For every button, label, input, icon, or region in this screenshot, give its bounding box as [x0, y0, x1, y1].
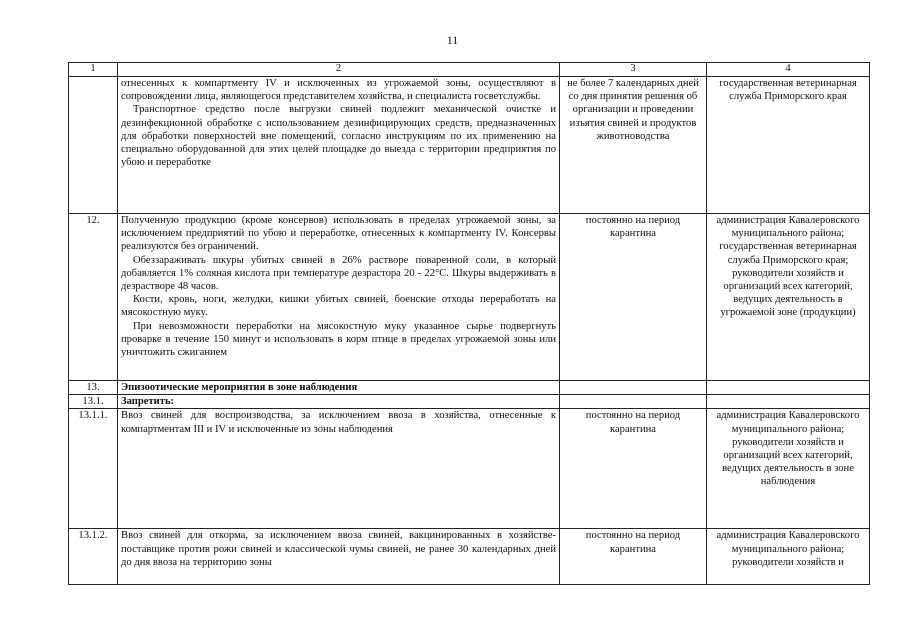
table-row: [69, 381, 870, 395]
row-number: 13.1.: [69, 395, 118, 409]
measure-responsible: администрация Кавалеровского муниципального района; государственная ветеринарная служба Приморского края; руководители хозяйств и организаций всех категорий, ведущих деятельность в угрожаемой зоне (продукции): [707, 214, 870, 381]
section-heading: Запретить:: [118, 395, 560, 409]
row-number: 13.: [69, 381, 118, 395]
measure-term: постоянно на период карантина: [560, 529, 707, 585]
empty-cell: [560, 381, 707, 395]
measures-table: [68, 62, 870, 585]
measure-paragraph: Обеззараживать шкуры убитых свиней в 26% растворе поваренной соли, в который добавляется 1% соляная кислота при температуре дезрастора 20 - 22°С. Шкуры выдерживать в дезрастворе 48 часов.: [121, 254, 556, 293]
column-header: 1: [69, 63, 118, 77]
empty-cell: [707, 381, 870, 395]
measure-paragraph: Полученную продукцию (кроме консервов) использовать в пределах угрожаемой зоны, за исключением предприятий по убою и переработке, отнесенных к компартменту IV. Консервы реализуются без ограничений.: [121, 215, 556, 253]
table-row: [69, 77, 870, 214]
measure-responsible: государственная ветеринарная служба Приморского края: [707, 77, 870, 214]
table-row: [69, 395, 870, 409]
measure-responsible: администрация Кавалеровского муниципального района; руководители хозяйств и организаций всех категорий, ведущих деятельность в зоне наблюдения: [707, 409, 870, 529]
empty-cell: [560, 395, 707, 409]
measure-responsible: администрация Кавалеровского муниципального района; руководители хозяйств и: [707, 529, 870, 585]
row-number: [69, 77, 118, 214]
column-header: 2: [118, 63, 560, 77]
measure-term: постоянно на период карантина: [560, 409, 707, 529]
measure-term: постоянно на период карантина: [560, 214, 707, 381]
page-number: 11: [446, 33, 459, 47]
measure-paragraph: Транспортное средство после выгрузки свиней подлежит механической очистке и дезинфекционной обработке с использованием дезинфицирующих средств, предназначенных для обработки поверхностей вне помещений, согласно инструкциям по их применению на специально оборудованной для этих целей площадке до выезда с территории предприятия по убою и переработке: [121, 104, 556, 169]
row-number: 13.1.2.: [69, 529, 118, 585]
column-header: 3: [560, 63, 707, 77]
table-row: [69, 214, 870, 381]
empty-cell: [707, 395, 870, 409]
row-number: 13.1.1.: [69, 409, 118, 529]
measure-description: [118, 409, 560, 529]
table-row: [69, 529, 870, 585]
measure-paragraph: Ввоз свиней для откорма, за исключением ввоза свиней, вакцинированных в хозяйстве-поставщике против рожи свиней и классической чумы свиней, не ранее 30 календарных дней до дня ввоза на территорию зоны: [121, 530, 556, 568]
section-heading: Эпизоотические мероприятия в зоне наблюдения: [118, 381, 560, 395]
row-number: 12.: [69, 214, 118, 381]
table-row: [69, 409, 870, 529]
measure-paragraph: Ввоз свиней для воспроизводства, за исключением ввоза в хозяйства, отнесенные к компартментам III и IV и исключенные из зоны наблюдения: [121, 410, 556, 435]
measure-description: [118, 529, 560, 585]
measure-paragraph: отнесенных к компартменту IV и исключенных из угрожаемой зоны, осуществляют в сопровождении лица, являющегося представителем хозяйства, и специалиста госветслужбы.: [121, 78, 556, 103]
column-header: 4: [707, 63, 870, 77]
table-header-row: [69, 63, 870, 77]
measure-description: [118, 77, 560, 214]
measure-description: [118, 214, 560, 381]
measure-paragraph: Кости, кровь, ноги, желудки, кишки убитых свиней, боенские отходы переработать на мясокостную муку.: [121, 294, 556, 319]
measure-term: не более 7 календарных дней со дня принятия решения об организации и проведении изъятия свиней и продуктов животноводства: [560, 77, 707, 214]
measure-paragraph: При невозможности переработки на мясокостную муку указанное сырье подвергнуть проварке в течение 150 минут и использовать в корм птице в пределах угрожаемой зоны или уничтожить сжиганием: [121, 320, 556, 359]
